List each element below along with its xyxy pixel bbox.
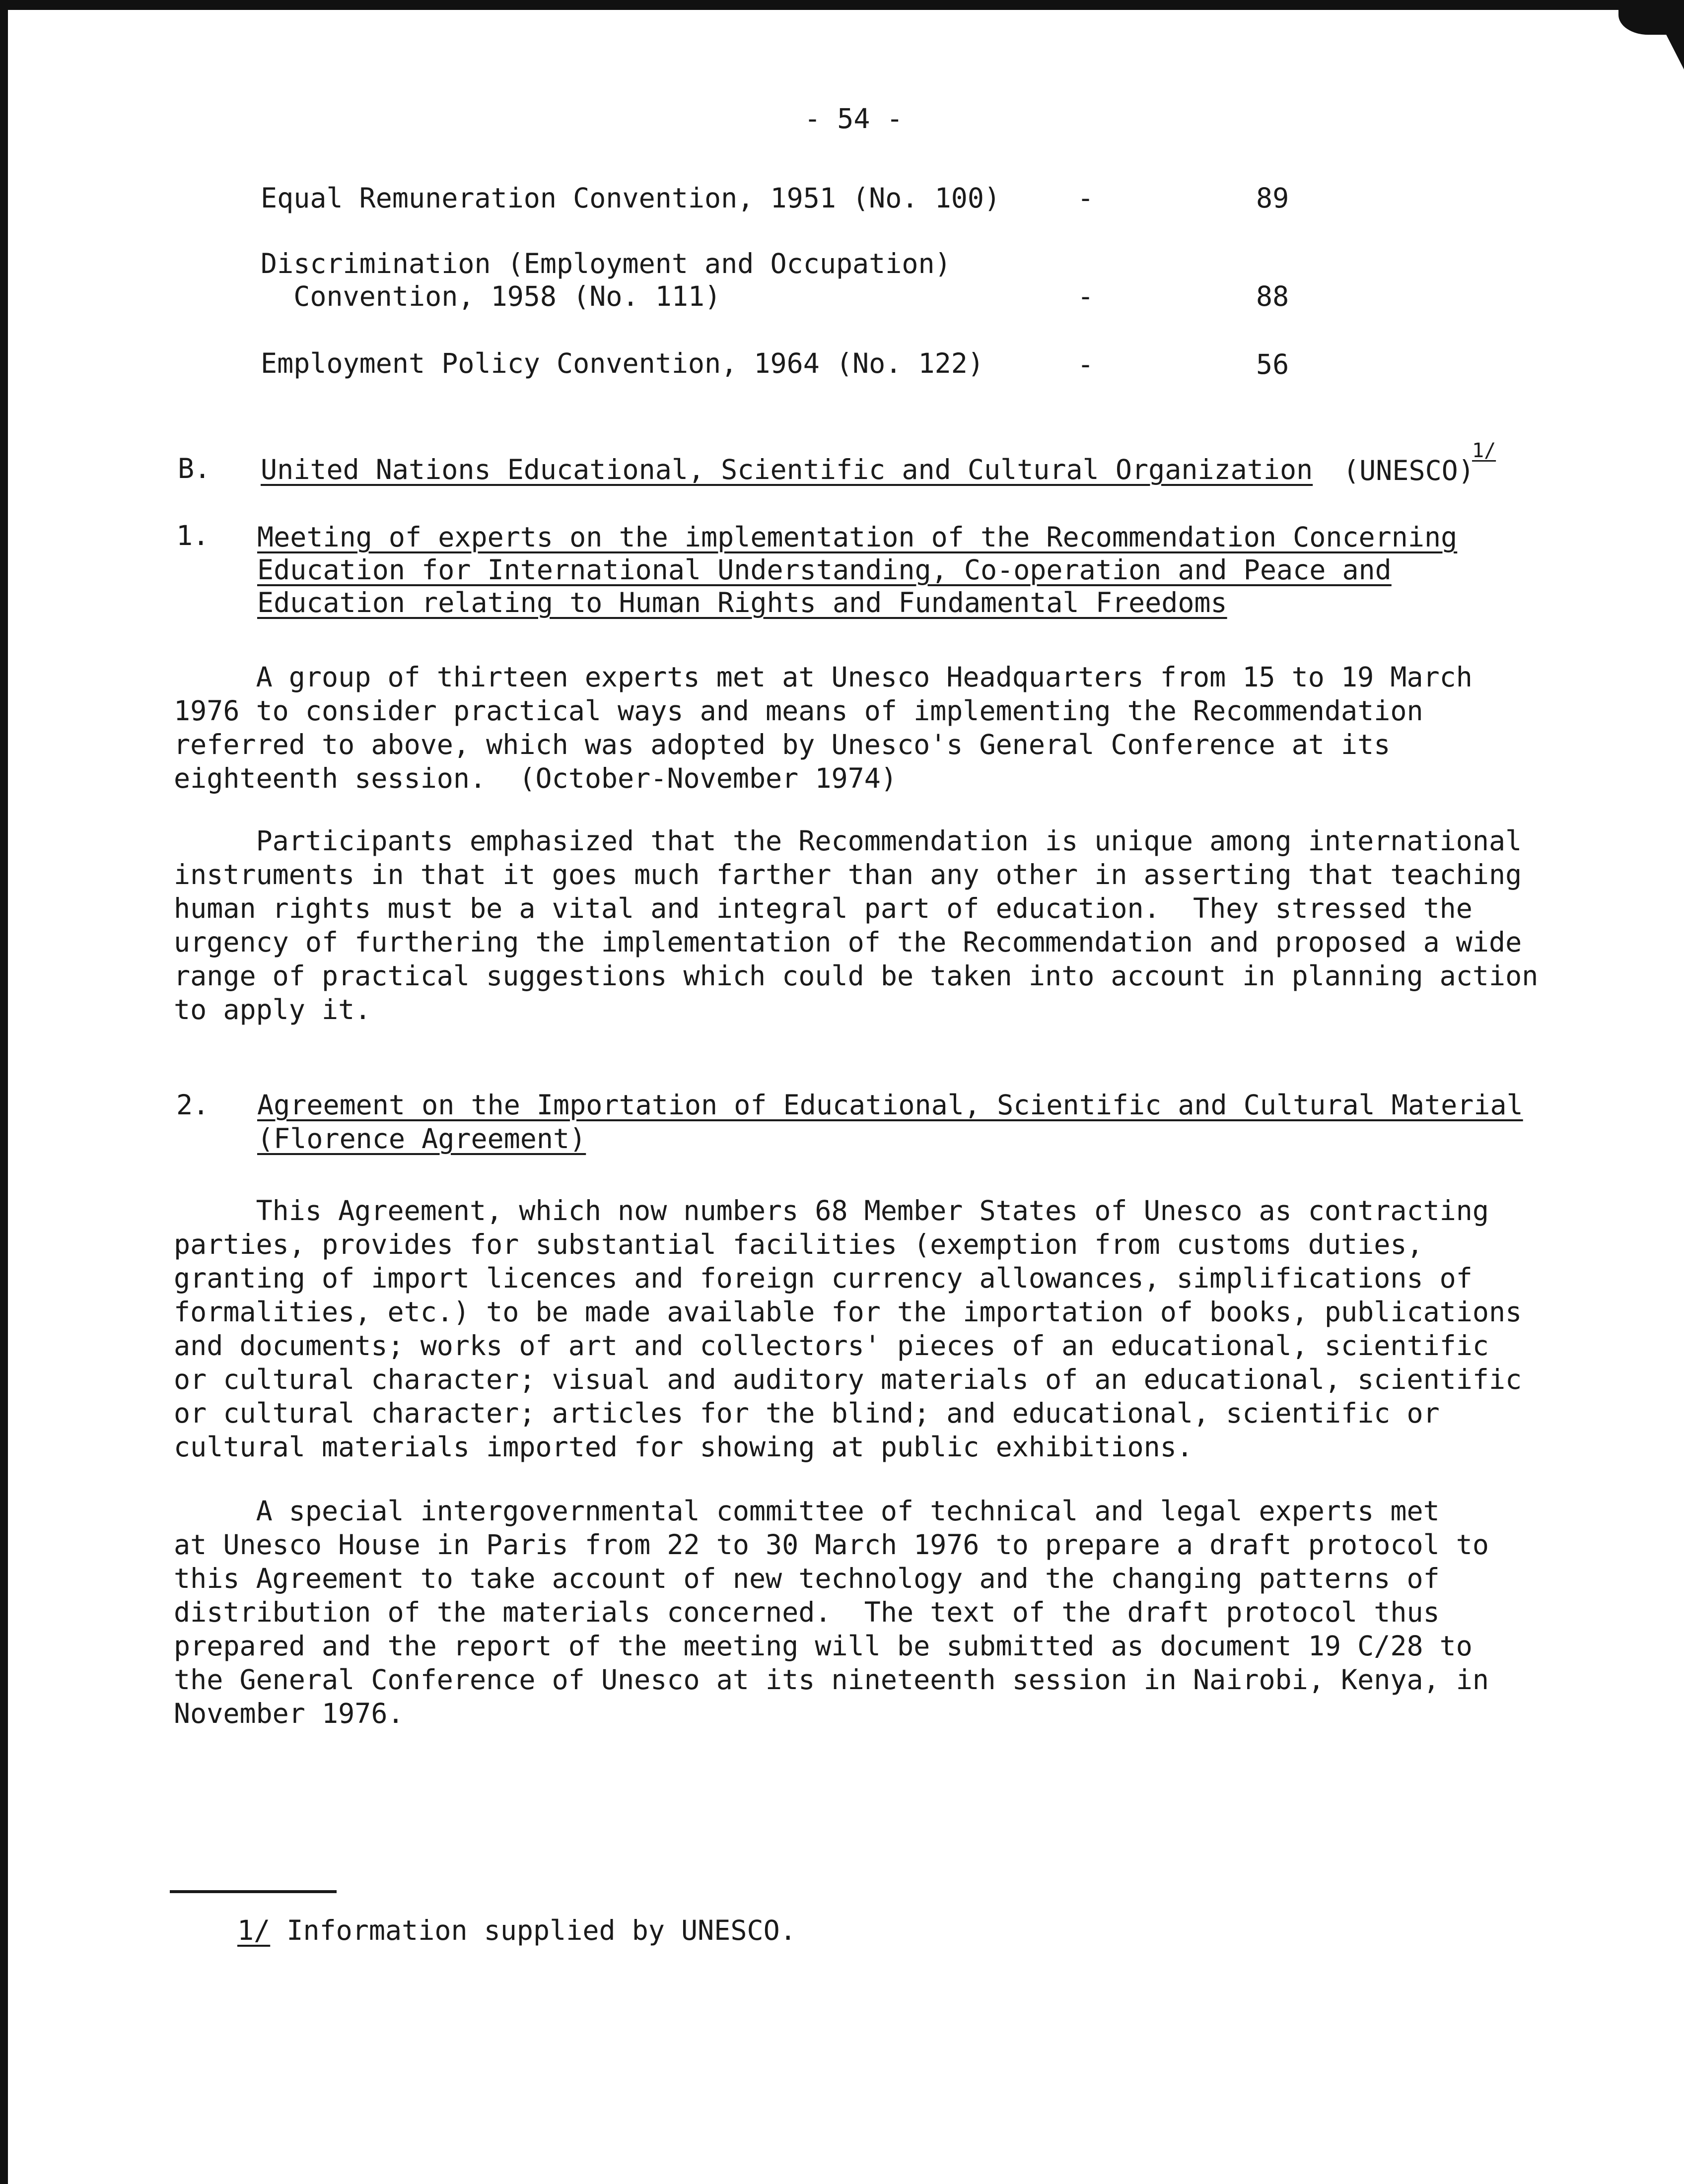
body-paragraph: This Agreement, which now numbers 68 Member States of Unesco as contracting parties, provides for substantial facilities (exemption from customs duties, granting of import licences and foreign currency allowances, simplifications of formalities, etc.) to be made available for the importation of books, publications and documents; works of art and collectors' pieces of an educational, scientific or cultural character; visual and auditory materials of an educational, scientific or cultural character; articles for the blind; and educational, scientific or cultural materials imported for showing at public exhibitions. — [174, 1195, 1522, 1463]
body-paragraph: A group of thirteen experts met at Unesco Headquarters from 15 to 19 March 1976 to consider practical ways and means of implementing the Recommendation referred to above, which was adopted by Unesco's General Conference at its eighteenth session. (October-November 1974) — [174, 661, 1473, 794]
scan-edge-left — [0, 0, 8, 2184]
convention-count: 56 — [1256, 348, 1289, 380]
item-number: 1. — [176, 520, 210, 551]
item-heading-line: Education relating to Human Rights and Fundamental Freedoms — [257, 587, 1227, 618]
scan-edge-tab — [1638, 10, 1684, 69]
footnote-rule — [170, 1890, 337, 1893]
footnote-reference-mark: 1/ — [1472, 439, 1496, 462]
item-heading-line: Education for International Understanding, Co-operation and Peace and — [257, 554, 1392, 586]
convention-count: 89 — [1256, 182, 1289, 214]
item-heading-line: Meeting of experts on the implementation of the Recommendation Concerning — [257, 521, 1458, 553]
convention-dash: - — [1077, 280, 1094, 312]
section-heading-suffix: (UNESCO) — [1343, 455, 1474, 486]
convention-dash: - — [1077, 348, 1094, 380]
item-heading-line: (Florence Agreement) — [257, 1123, 586, 1155]
footnote-text: Information supplied by UNESCO. — [270, 1914, 796, 1946]
item-heading-line: Agreement on the Importation of Educational, Scientific and Cultural Material — [257, 1089, 1523, 1121]
body-paragraph: A special intergovernmental committee of technical and legal experts met at Unesco House in Paris from 22 to 30 March 1976 to prepare a draft protocol to this Agreement to take account of new technology and the changing patterns of distribution of the materials concerned. The text of the draft protocol thus prepared and the report of the meeting will be submitted as document 19 C/28 to the General Conference of Unesco at its nineteenth session in Nairobi, Kenya, in November 1976. — [174, 1495, 1489, 1729]
convention-dash: - — [1077, 182, 1094, 214]
item-number: 2. — [176, 1089, 210, 1121]
convention-title: Employment Policy Convention, 1964 (No. 122) — [261, 347, 984, 379]
body-paragraph: Participants emphasized that the Recommendation is unique among international instruments in that it goes much farther than any other in asserting that teaching human rights must be a vital and integral part of education. They stressed the urgency of furthering the implementation of the Recommendation and proposed a wide range of practical suggestions which could be taken into account in planning action to apply it. — [174, 825, 1539, 1025]
section-heading: United Nations Educational, Scientific and Cultural Organization — [261, 454, 1313, 485]
footnote-marker: 1/ — [237, 1914, 271, 1946]
footnote-reference — [1472, 441, 1496, 461]
section-letter: B. — [178, 453, 211, 484]
scan-edge-top — [0, 0, 1684, 10]
footnote — [237, 1913, 796, 1947]
convention-count: 88 — [1256, 280, 1289, 312]
page-number: - 54 - — [804, 103, 903, 135]
convention-title: Convention, 1958 (No. 111) — [261, 280, 721, 312]
convention-title: Equal Remuneration Convention, 1951 (No. 100) — [261, 182, 1001, 214]
convention-title: Discrimination (Employment and Occupation) — [261, 248, 951, 279]
